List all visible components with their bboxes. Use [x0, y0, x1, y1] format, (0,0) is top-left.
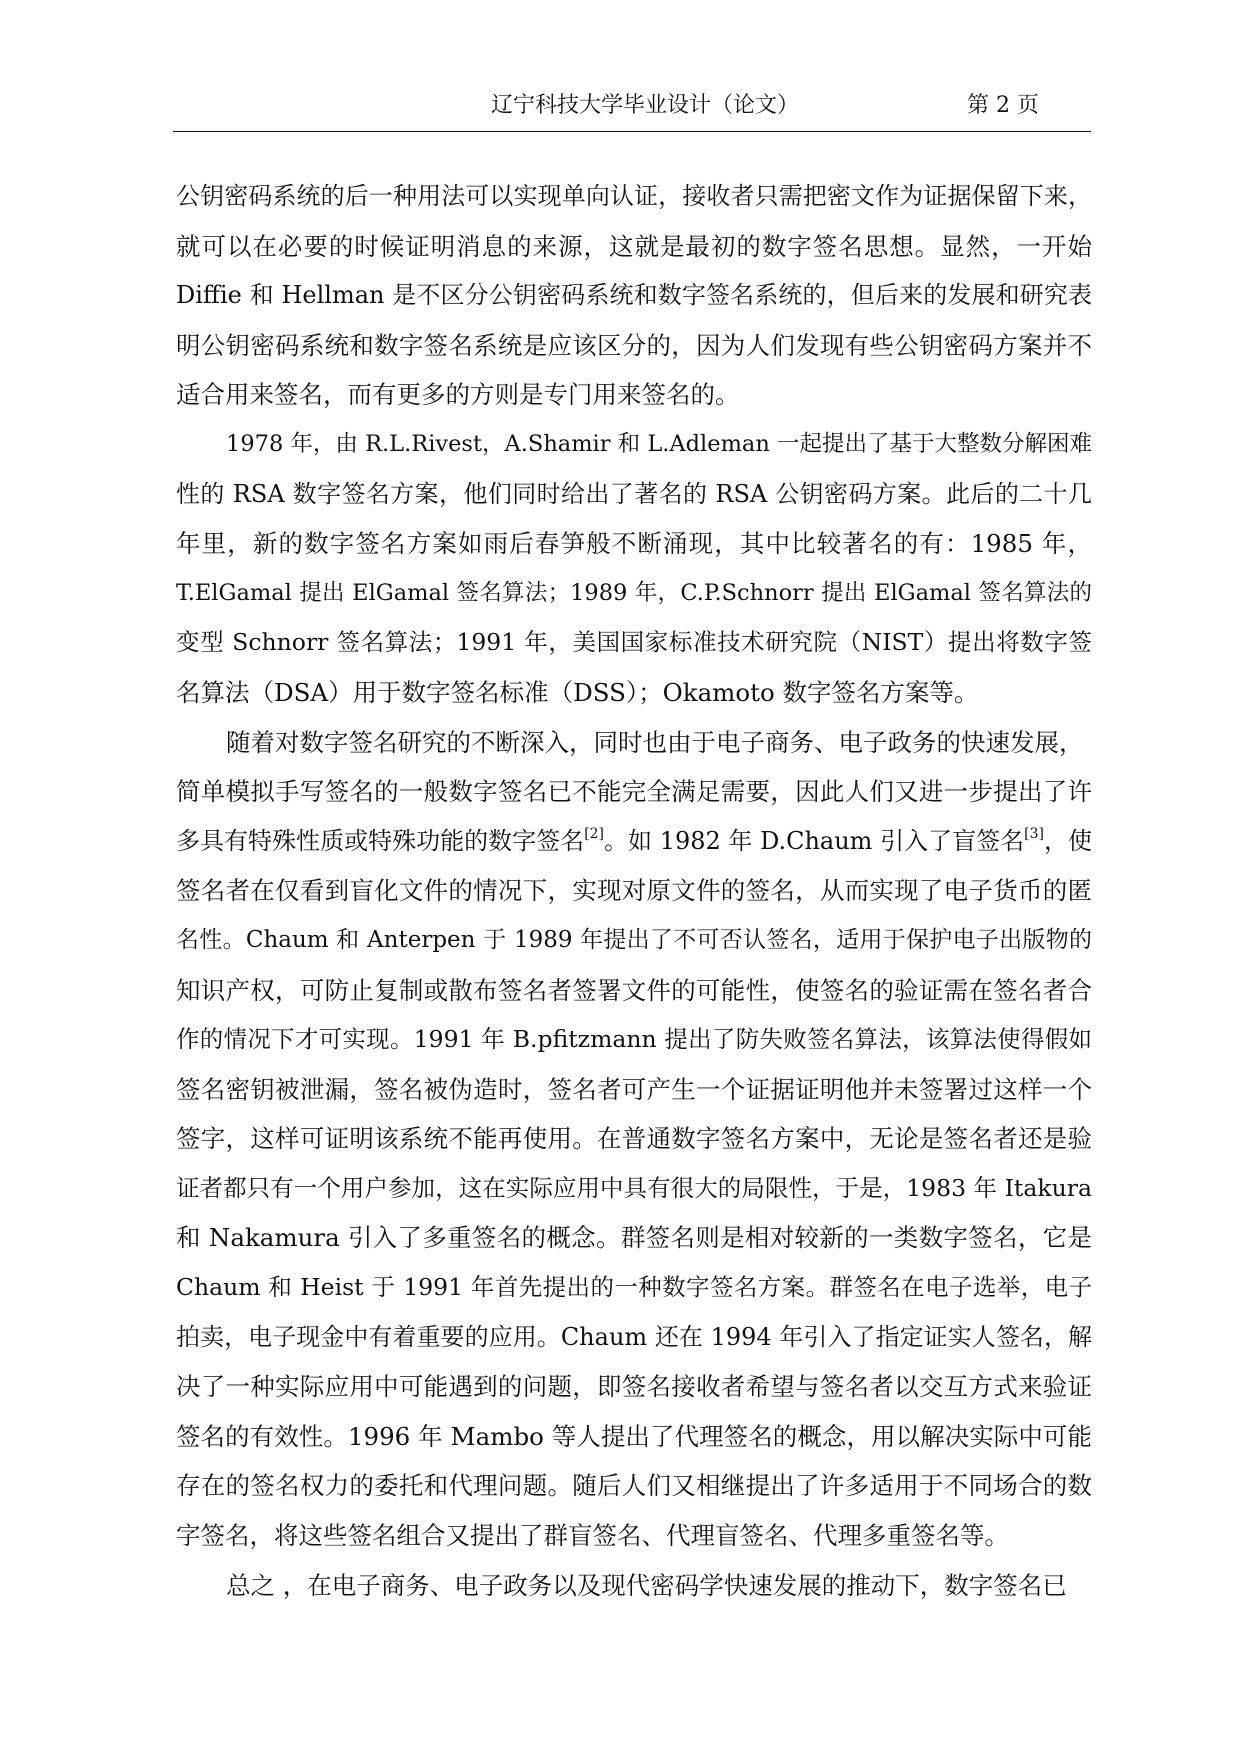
text-line [176, 718, 1092, 768]
text-line [176, 1164, 1092, 1214]
text-line-content: 变型 Schnorr 签名算法；1991 年，美国国家标准技术研究院（NIST）提出将数字签 [176, 628, 1092, 657]
text-line-content: 签名密钥被泄漏，签名被伪造时，签名者可产生一个证据证明他并未签署过这样一个 [176, 1074, 1092, 1104]
text-line [176, 222, 1092, 272]
text-line [176, 866, 1092, 916]
text-line-content: 1978 年，由 R.L.Rivest，A.Shamir 和 L.Adleman 一起提出了基于大整数分解困难 [226, 430, 1092, 457]
text-line [176, 1065, 1092, 1115]
text-segment: ，使 [1043, 826, 1093, 855]
text-segment: 多具有特殊性质或特殊功能的数字签名 [176, 826, 585, 855]
text-line [176, 370, 1092, 420]
header-divider [173, 131, 1091, 132]
text-line-content: 存在的签名权力的委托和代理问题。随后人们又相继提出了许多适用于不同场合的数 [176, 1471, 1092, 1501]
text-line-content: 公钥密码系统的后一种用法可以实现单向认证，接收者只需把密文作为证据保留下来， [176, 182, 1092, 210]
text-line-content: 签字，这样可证明该系统不能再使用。在普通数字签名方案中，无论是签名者还是验 [176, 1124, 1092, 1154]
text-line-content: 性的 RSA 数字签名方案，他们同时给出了著名的 RSA 公钥密码方案。此后的二十几 [176, 479, 1092, 508]
text-line-content: 和 Nakamura 引入了多重签名的概念。群签名则是相对较新的一类数字签名，它是 [176, 1223, 1092, 1253]
body-text [176, 172, 1092, 1610]
document-title: 辽宁科技大学毕业设计（论文） [491, 93, 800, 118]
text-line [176, 1461, 1092, 1511]
text-line [176, 668, 1092, 718]
text-line [176, 1015, 1092, 1065]
text-line-content: 明公钥密码系统和数字签名系统是应该区分的，因为人们发现有些公钥密码方案并不 [176, 330, 1092, 360]
text-line [176, 966, 1092, 1016]
text-line [176, 420, 1092, 470]
text-line [176, 1263, 1092, 1313]
text-line-content: Chaum 和 Heist 于 1991 年首先提出的一种数字签名方案。群签名在电子选举，电子 [176, 1273, 1092, 1302]
text-line [176, 618, 1092, 668]
text-line-content: 拍卖，电子现金中有着重要的应用。Chaum 还在 1994 年引入了指定证实人签名，解 [176, 1322, 1092, 1351]
text-line [176, 470, 1092, 520]
text-line [176, 321, 1092, 371]
text-line-content: 随着对数字签名研究的不断深入，同时也由于电子商务、电子政务的快速发展， [226, 727, 1084, 757]
text-line-content [176, 817, 1092, 867]
text-line-content: 总之 ，在电子商务、电子政务以及现代密码学快速发展的推动下，数字签名已 [226, 1570, 1067, 1600]
text-line [176, 817, 1092, 867]
page-header [173, 82, 1091, 120]
page-number: 第 2 页 [967, 93, 1039, 118]
text-segment: 。如 1982 年 D.Chaum 引入了盲签名 [604, 826, 1025, 855]
text-line-content: 名算法（DSA）用于数字签名标准（DSS）；Okamoto 数字签名方案等。 [176, 677, 979, 707]
text-line [176, 916, 1092, 966]
text-line-content: 决了一种实际应用中可能遇到的问题，即签名接收者希望与签名者以交互方式来验证 [176, 1372, 1092, 1402]
text-line-content: 证者都只有一个用户参加，这在实际应用中具有很大的局限性，于是，1983 年 Itakura [176, 1173, 1092, 1202]
citation-ref: [3] [1024, 825, 1044, 842]
text-line [176, 569, 1092, 619]
text-line [176, 271, 1092, 321]
text-line [176, 519, 1092, 569]
text-line-content: 签名者在仅看到盲化文件的情况下，实现对原文件的签名，从而实现了电子货币的匿 [176, 876, 1092, 906]
text-line [176, 1313, 1092, 1363]
text-line [176, 1412, 1092, 1462]
text-line [176, 1114, 1092, 1164]
text-line-content: 年里，新的数字签名方案如雨后春笋般不断涌现，其中比较著名的有：1985 年， [176, 529, 1092, 559]
text-line-content: 适合用来签名，而有更多的方则是专门用来签名的。 [176, 380, 740, 410]
text-line-content: 名性。Chaum 和 Anterpen 于 1989 年提出了不可否认签名，适用于保护电子出版物的 [176, 926, 1092, 953]
text-line [176, 172, 1092, 222]
text-line [176, 1561, 1092, 1611]
text-line [176, 1511, 1092, 1561]
text-line [176, 1213, 1092, 1263]
text-line-content: 作的情况下才可实现。1991 年 B.pfitzmann 提出了防失败签名算法，该算法使得假如 [176, 1025, 1092, 1054]
text-line-content: 签名的有效性。1996 年 Mambo 等人提出了代理签名的概念，用以解决实际中可能 [176, 1421, 1092, 1451]
citation-ref: [2] [584, 825, 605, 842]
text-line-content: T.ElGamal 提出 ElGamal 签名算法；1989 年，C.P.Schnorr 提出 ElGamal 签名算法的 [176, 579, 1092, 606]
text-line [176, 767, 1092, 817]
text-line-content: 知识产权，可防止复制或散布签名者签署文件的可能性，使签名的验证需在签名者合 [176, 975, 1092, 1005]
text-line-content: 就可以在必要的时候证明消息的来源，这就是最初的数字签名思想。显然，一开始 [176, 231, 1092, 261]
text-line-content: 简单模拟手写签名的一般数字签名已不能完全满足需要，因此人们又进一步提出了许 [176, 777, 1092, 807]
text-line [176, 1362, 1092, 1412]
text-line-content: 字签名，将这些签名组合又提出了群盲签名、代理盲签名、代理多重签名等。 [176, 1521, 1009, 1551]
text-line-content: Diffie 和 Hellman 是不区分公钥密码系统和数字签名系统的，但后来的发展和研究表 [176, 281, 1092, 310]
